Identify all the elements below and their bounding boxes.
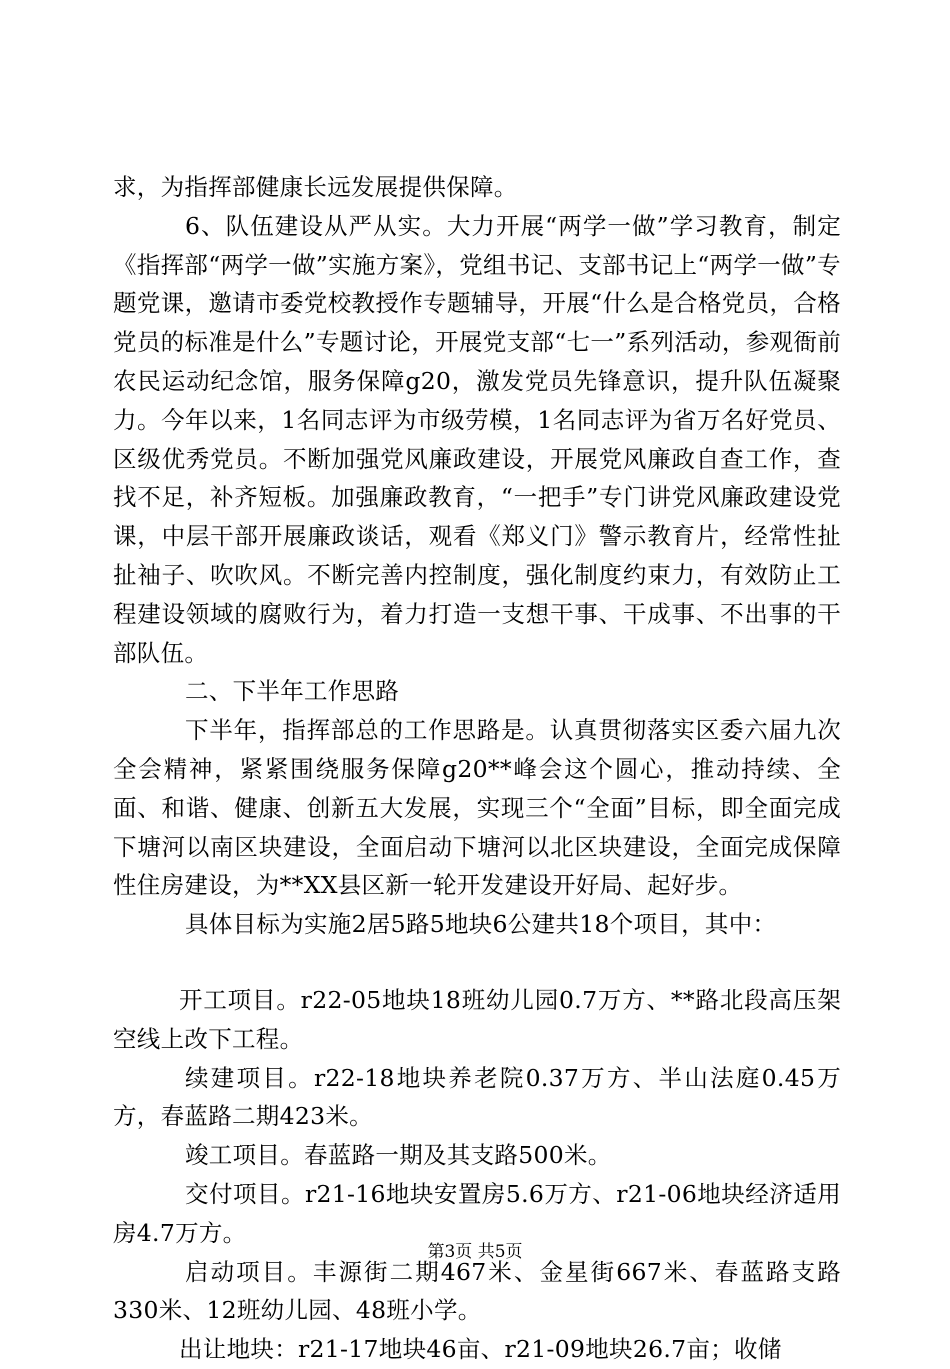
paragraph-targets: 具体目标为实施2居5路5地块6公建共18个项目，其中： bbox=[185, 910, 777, 939]
paragraph-launch-projects: 启动项目。丰源街二期467米、金星街667米、春蓝路支路330米、12班幼儿园、48班小学。 bbox=[113, 1257, 841, 1325]
paragraph-completed-projects: 竣工项目。春蓝路一期及其支路500米。 bbox=[185, 1141, 612, 1170]
page-footer: 第3页 共5页 bbox=[427, 1242, 523, 1262]
paragraph-team-building: 6、队伍建设从严从实。大力开展“两学一做”学习教育，制定《指挥部“两学一做”实施方案》，党组书记、支部书记上“两学一做”专题党课，邀请市委党校教授作专题辅导，开展“什么是合格党员，合格党员的标准是什么”专题讨论，开展党支部“七一”系列活动，参观衙前农民运动纪念馆，服务保障g20，激发党员先锋意识，提升队伍凝聚力。今年以来，1名同志评为市级劳模，1名同志评为省万名好党员、区级优秀党员。不断加强党风廉政建设，开展党风廉政自查工作，查找不足，补齐短板。加强廉政教育，“一把手”专门讲党风廉政建设党课，中层干部开展廉政谈话，观看《郑义门》警示教育片，经常性扯扯袖子、吹吹风。不断完善内控制度，强化制度约束力，有效防止工程建设领域的腐败行为，着力打造一支想干事、干成事、不出事的干部队伍。 bbox=[113, 211, 841, 667]
section-heading-second-half: 二、下半年工作思路 bbox=[185, 677, 400, 706]
document-body bbox=[113, 168, 841, 1369]
paragraph-continuation: 求，为指挥部健康长远发展提供保障。 bbox=[113, 173, 518, 201]
paragraph-start-projects: 开工项目。r22-05地块18班幼儿园0.7万方、**路北段高压架空线上改下工程。 bbox=[113, 985, 841, 1053]
paragraph-delivered-projects: 交付项目。r21-16地块安置房5.6万方、r21-06地块经济适用房4.7万方。 bbox=[113, 1179, 842, 1247]
blank-line bbox=[113, 944, 841, 981]
paragraph-land-transfer: 出让地块：r21-17地块46亩、r21-09地块26.7亩；收储 bbox=[179, 1335, 782, 1364]
paragraph-continuing-projects: 续建项目。r22-18地块养老院0.37万方、半山法庭0.45万方，春蓝路二期423米。 bbox=[113, 1063, 841, 1131]
paragraph-work-plan: 下半年，指挥部总的工作思路是。认真贯彻落实区委六届九次全会精神，紧紧围绕服务保障g20**峰会这个圆心，推动持续、全面、和谐、健康、创新五大发展，实现三个“全面”目标，即全面完成下塘河以南区块建设，全面启动下塘河以北区块建设，全面完成保障性住房建设，为**XX县区新一轮开发建设开好局、起好步。 bbox=[113, 716, 841, 900]
